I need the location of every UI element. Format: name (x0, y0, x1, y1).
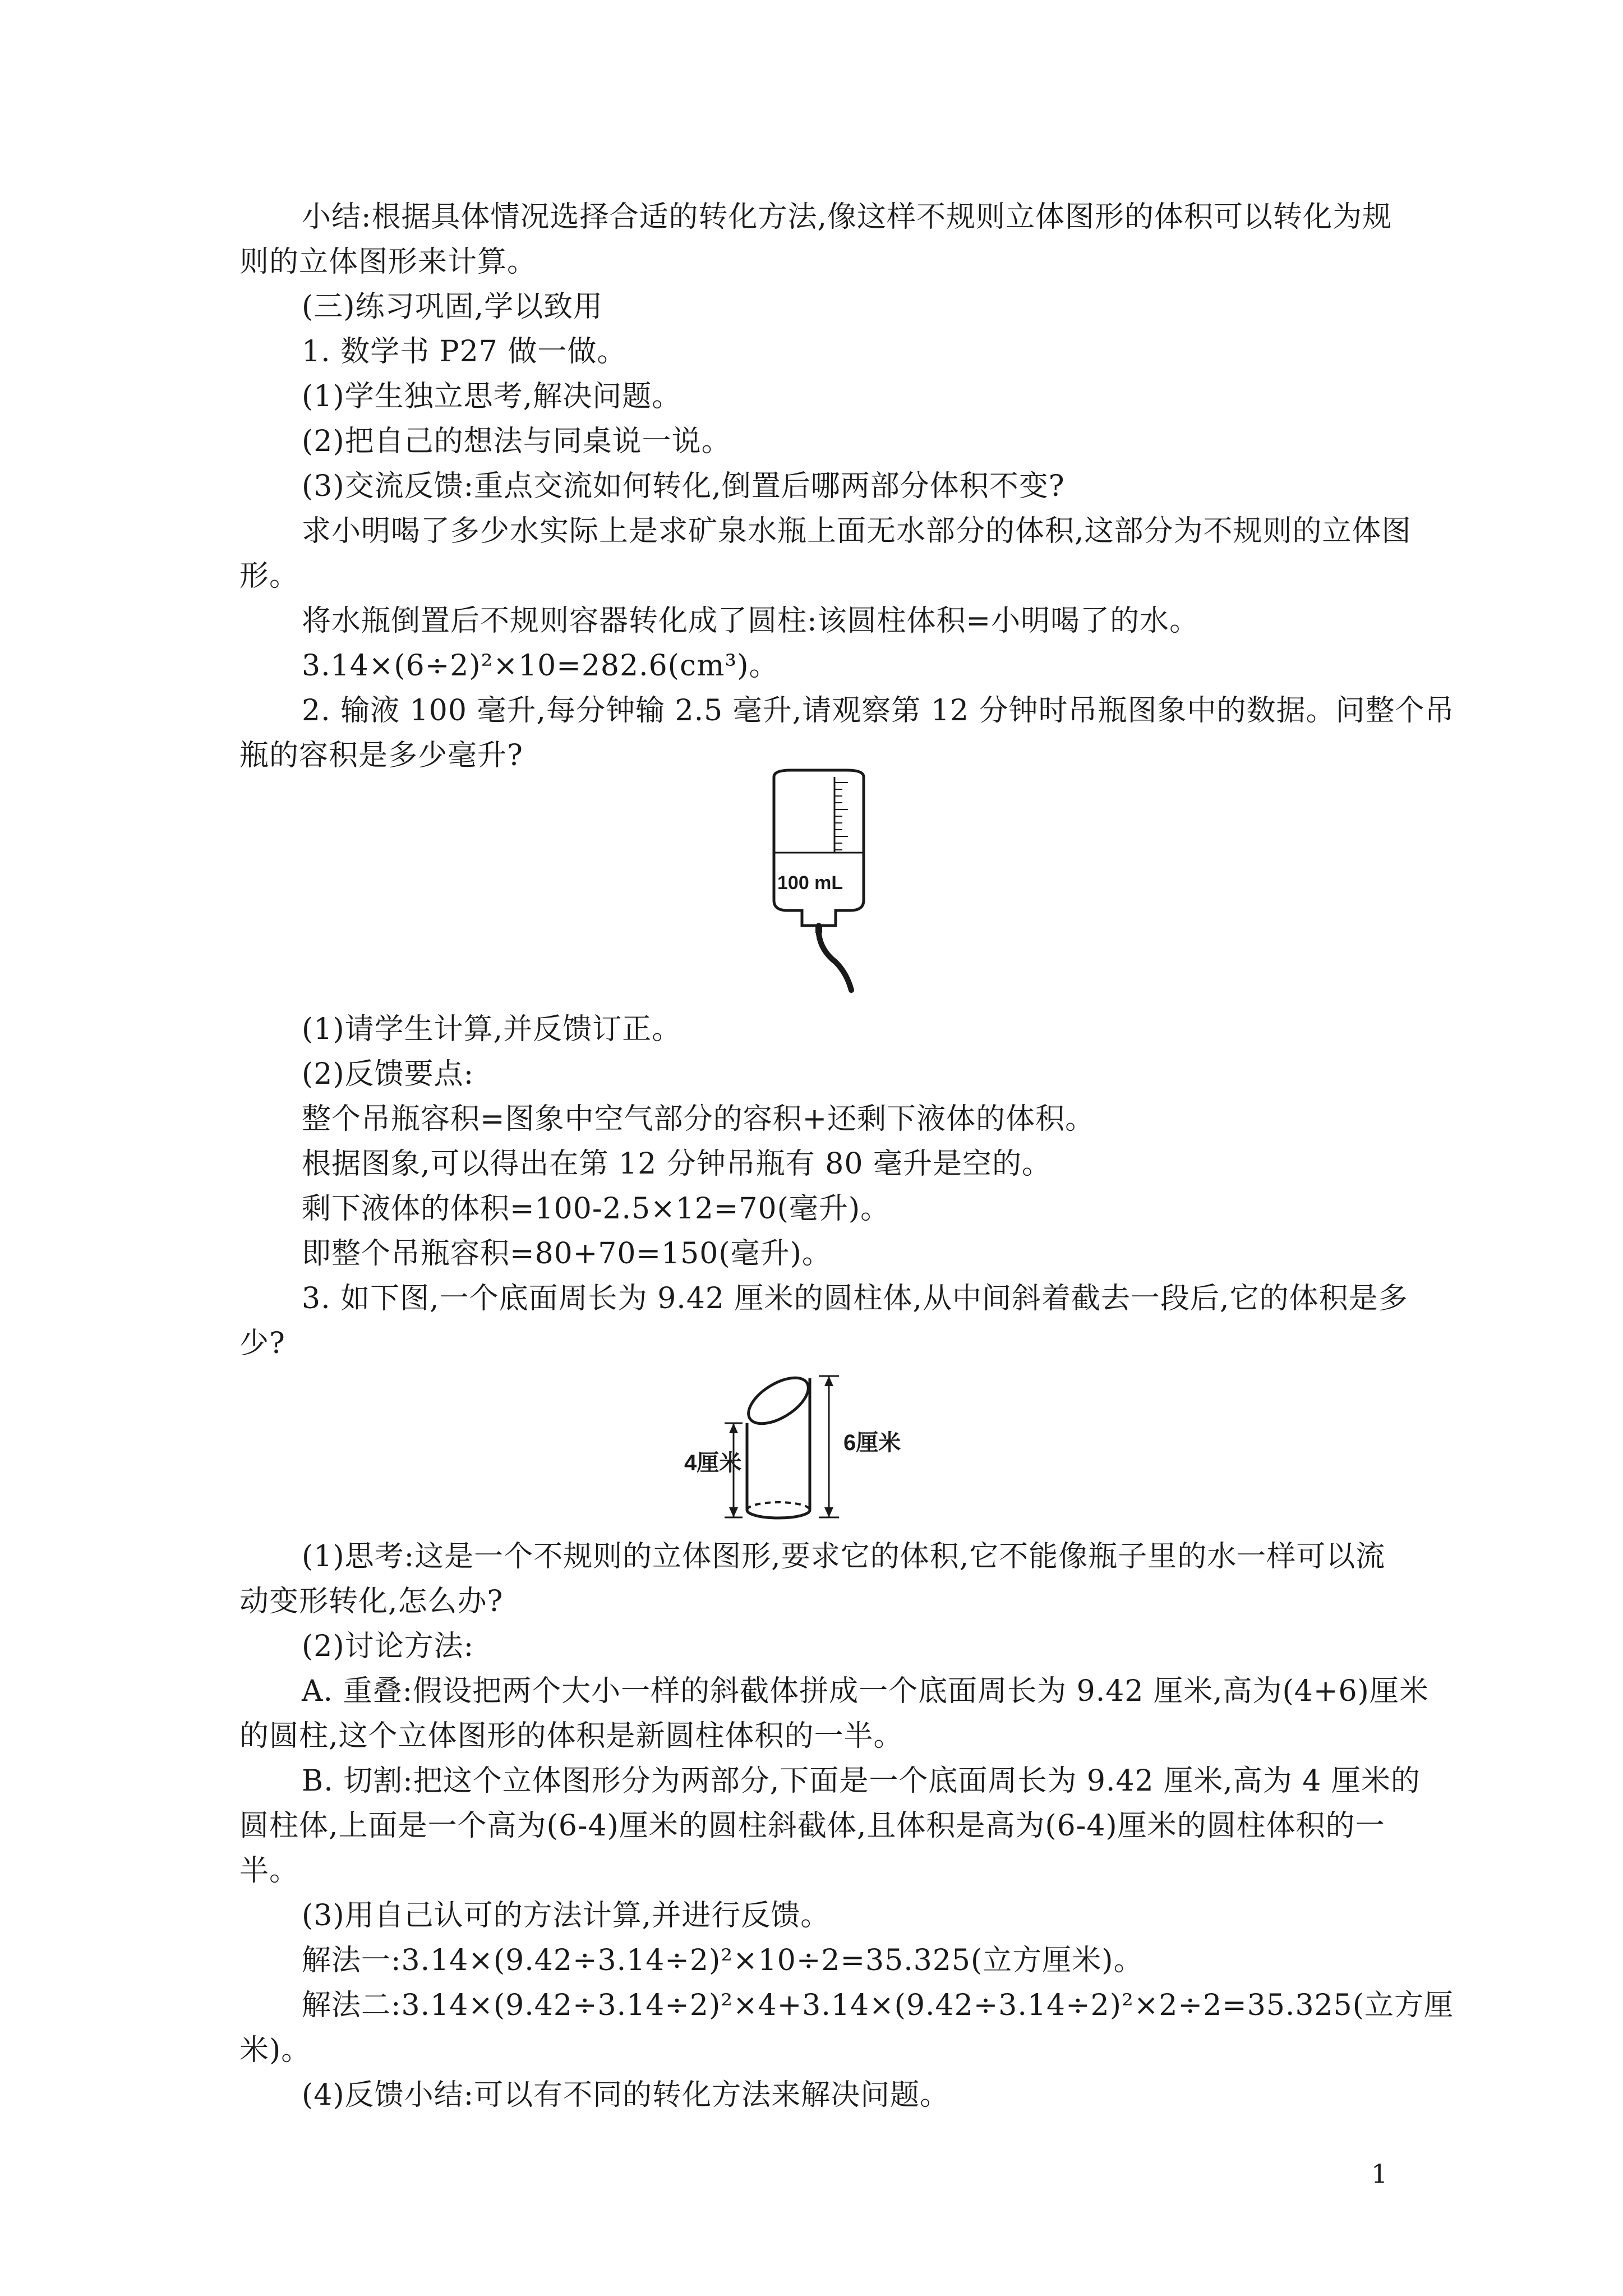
height-label-6cm: 6厘米 (843, 1430, 901, 1455)
method-a-line-2: 的圆柱,这个立体图形的体积是新圆柱体积的一半。 (239, 1719, 903, 1753)
exercise-3-step-3: (3)用自己认可的方法计算,并进行反馈。 (302, 1899, 831, 1932)
exercise-1-step-3: (3)交流反馈:重点交流如何转化,倒置后哪两部分体积不变? (302, 470, 1065, 503)
cylinder-base-back (747, 1502, 810, 1510)
height-label-4cm: 4厘米 (684, 1451, 742, 1475)
exercise-2-step-1: (1)请学生计算,并反馈订正。 (302, 1013, 682, 1046)
exercise-1-text-2: 形。 (239, 559, 299, 593)
tube-connector (815, 927, 822, 933)
solution-2-line-2: 米)。 (239, 2033, 311, 2067)
exercise-3-title-1: 3. 如下图,一个底面周长为 9.42 厘米的圆柱体,从中间斜着截去一段后,它的体积是多 (302, 1282, 1408, 1315)
page-number: 1 (1371, 2159, 1389, 2189)
exercise-3-step-2: (2)讨论方法: (302, 1630, 474, 1663)
section-heading: (三)练习巩固,学以致用 (302, 290, 603, 324)
exercise-2-point-3: 剩下液体的体积=100-2.5×12=70(毫升)。 (302, 1192, 891, 1226)
slanted-top-ellipse (741, 1369, 816, 1433)
cylinder-figure (684, 1360, 942, 1529)
exercise-3-step-4: (4)反馈小结:可以有不同的转化方法来解决问题。 (302, 2078, 950, 2112)
method-a-line-1: A. 重叠:假设把两个大小一样的斜截体拼成一个底面周长为 9.42 厘米,高为(4+6)厘米 (302, 1674, 1429, 1708)
exercise-2-point-1: 整个吊瓶容积=图象中空气部分的容积+还剩下液体的体积。 (302, 1102, 1095, 1136)
method-b-line-2: 圆柱体,上面是一个高为(6-4)厘米的圆柱斜截体,且体积是高为(6-4)厘米的圆柱体积的一 (239, 1809, 1385, 1843)
solution-2-line-1: 解法二:3.14×(9.42÷3.14÷2)²×4+3.14×(9.42÷3.14÷2)²×2÷2=35.325(立方厘 (302, 1989, 1454, 2022)
exercise-2-point-2: 根据图象,可以得出在第 12 分钟吊瓶有 80 毫升是空的。 (302, 1147, 1052, 1181)
summary-line-2: 则的立体图形来计算。 (239, 245, 537, 279)
solution-1: 解法一:3.14×(9.42÷3.14÷2)²×10÷2=35.325(立方厘米)。 (302, 1944, 1144, 1977)
summary-line-1: 小结:根据具体情况选择合适的转化方法,像这样不规则立体图形的体积可以转化为规 (302, 200, 1393, 234)
exercise-1-step-1: (1)学生独立思考,解决问题。 (302, 380, 682, 413)
exercise-2-title-2: 瓶的容积是多少毫升? (239, 739, 523, 772)
bottle-volume-label: 100 mL (777, 872, 843, 894)
exercise-2-step-2: (2)反馈要点: (302, 1057, 474, 1091)
bottle-outline (774, 770, 864, 926)
exercise-1-text-3: 将水瓶倒置后不规则容器转化成了圆柱:该圆柱体积=小明喝了的水。 (302, 604, 1200, 638)
method-b-line-1: B. 切割:把这个立体图形分为两部分,下面是一个底面周长为 9.42 厘米,高为 4 厘米的 (302, 1764, 1421, 1798)
iv-bottle-figure (751, 766, 886, 1001)
exercise-1-title: 1. 数学书 P27 做一做。 (302, 335, 627, 369)
method-b-line-3: 半。 (239, 1854, 299, 1888)
exercise-3-step-1a: (1)思考:这是一个不规则的立体图形,要求它的体积,它不能像瓶子里的水一样可以流 (302, 1540, 1386, 1573)
exercise-2-title-1: 2. 输液 100 毫升,每分钟输 2.5 毫升,请观察第 12 分钟时吊瓶图象中的数据。问整个吊 (302, 694, 1455, 728)
iv-tube (819, 926, 851, 990)
scale-ticks (834, 783, 848, 850)
cylinder-base-front (747, 1510, 810, 1518)
exercise-1-step-2: (2)把自己的想法与同桌说一说。 (302, 425, 731, 458)
exercise-1-text-1: 求小明喝了多少水实际上是求矿泉水瓶上面无水部分的体积,这部分为不规则的立体图 (302, 514, 1412, 548)
exercise-2-point-4: 即整个吊瓶容积=80+70=150(毫升)。 (302, 1237, 832, 1271)
exercise-3-step-1b: 动变形转化,怎么办? (239, 1585, 504, 1618)
exercise-3-title-2: 少? (239, 1327, 285, 1360)
exercise-1-formula: 3.14×(6÷2)²×10=282.6(cm³)。 (302, 649, 779, 683)
right-dimension-arrow (819, 1376, 839, 1517)
